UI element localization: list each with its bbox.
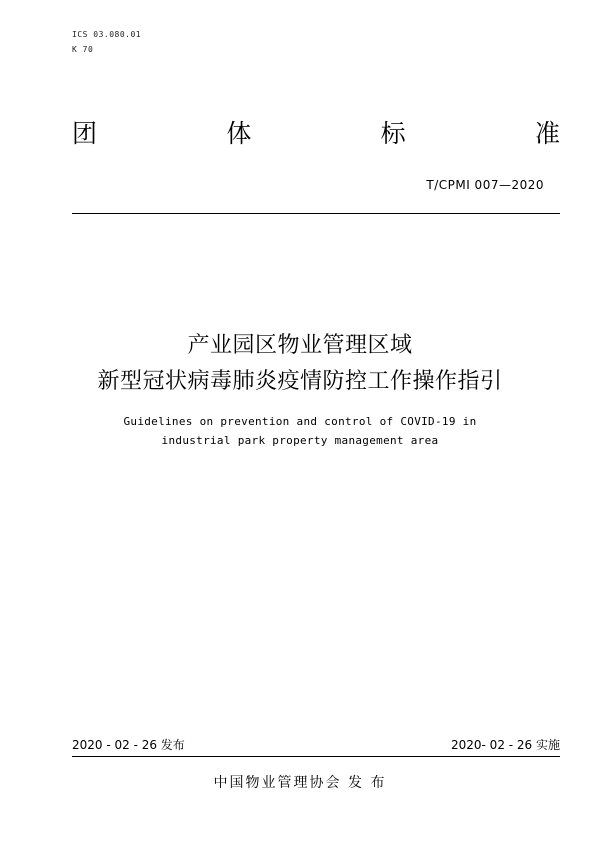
title-en-line2: industrial park property management area [161,434,439,447]
standard-type-char: 标 [380,119,406,148]
top-divider [72,213,560,214]
title-en-line1: Guidelines on prevention and control of COVID-19 in [123,415,477,428]
ics-code: ICS 03.080.01 [72,30,142,39]
publish-date: 2020 - 02 - 26 发布 [72,738,185,752]
implement-date: 2020- 02 - 26 实施 [451,738,560,752]
title-zh-line2: 新型冠状病毒肺炎疫情防控工作操作指引 [97,369,503,394]
standard-type-char: 准 [534,119,560,148]
standard-type [72,114,560,150]
publisher: 中国物业管理协会 发 布 [213,775,387,791]
ccs-code: K 70 [72,45,94,54]
title-zh-line1: 产业园区物业管理区域 [187,333,413,358]
bottom-divider [72,756,560,757]
standard-type-char: 团 [72,119,98,148]
standard-number: T/CPMI 007—2020 [426,178,544,192]
standard-type-char: 体 [226,119,252,148]
